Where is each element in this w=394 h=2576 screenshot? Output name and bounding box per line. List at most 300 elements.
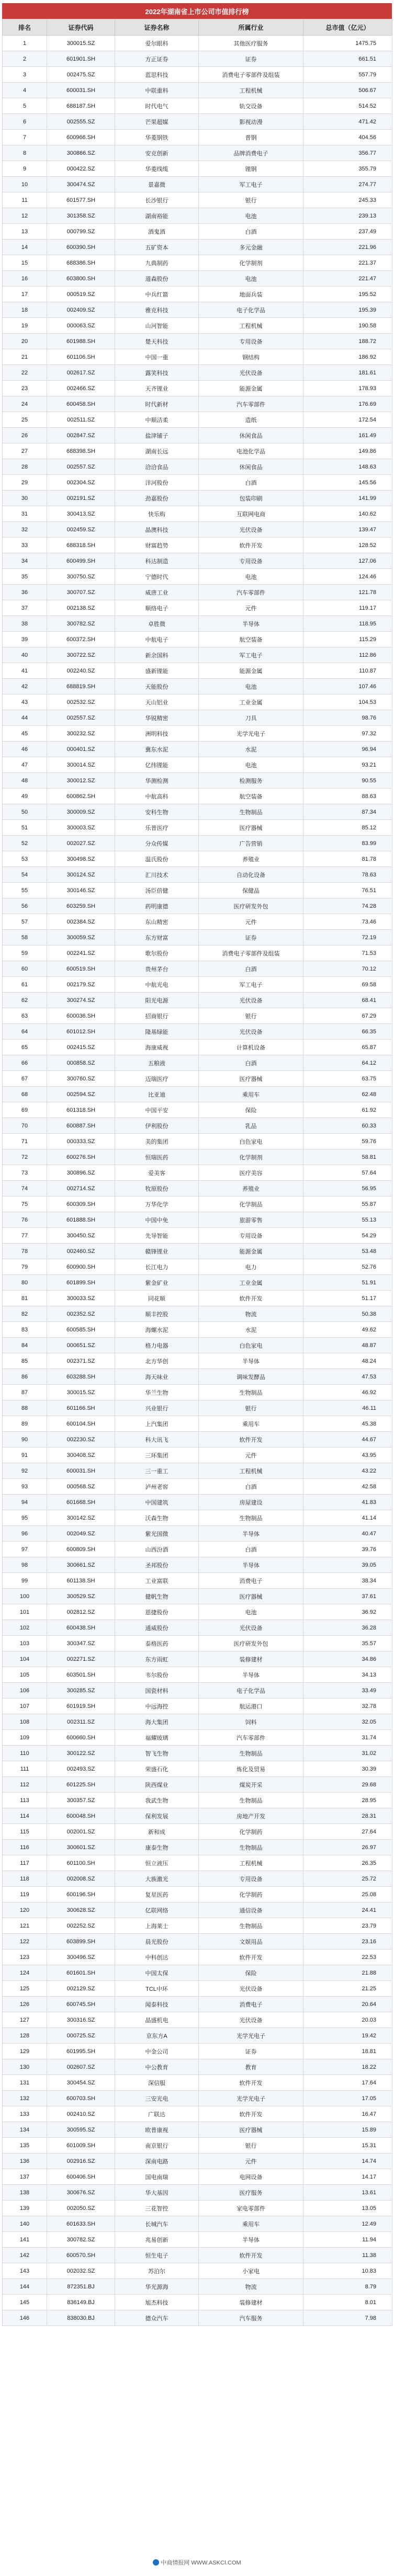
cell-code: 002240.SZ — [47, 663, 115, 679]
cell-code: 300707.SZ — [47, 585, 115, 600]
table-row — [3, 365, 392, 381]
cell-market-cap: 56.95 — [303, 1181, 392, 1196]
cell-rank: 58 — [3, 930, 47, 945]
cell-market-cap: 67.29 — [303, 1008, 392, 1024]
table-row — [3, 1714, 392, 1730]
cell-name: 大族激光 — [115, 1871, 199, 1887]
cell-rank: 81 — [3, 1291, 47, 1306]
cell-rank: 28 — [3, 459, 47, 475]
cell-industry: 工程机械 — [199, 318, 303, 334]
cell-market-cap: 85.12 — [303, 820, 392, 836]
cell-market-cap: 54.29 — [303, 1228, 392, 1244]
cell-rank: 114 — [3, 1808, 47, 1824]
cell-rank: 120 — [3, 1902, 47, 1918]
cell-market-cap: 64.12 — [303, 1055, 392, 1071]
cell-code: 836149.BJ — [47, 2295, 115, 2310]
cell-name: 德众汽车 — [115, 2310, 199, 2326]
table-row — [3, 993, 392, 1008]
table-row — [3, 1228, 392, 1244]
cell-market-cap: 70.12 — [303, 961, 392, 977]
cell-industry: 专用设备 — [199, 553, 303, 569]
cell-industry: 白酒 — [199, 1542, 303, 1557]
table-row — [3, 443, 392, 459]
cell-name: 湖南裕能 — [115, 208, 199, 224]
cell-code: 600660.SH — [47, 1730, 115, 1746]
cell-industry: 医疗器械 — [199, 1071, 303, 1087]
cell-rank: 23 — [3, 381, 47, 396]
cell-name: 中国建筑 — [115, 1495, 199, 1510]
cell-market-cap: 506.67 — [303, 83, 392, 98]
cell-market-cap: 40.47 — [303, 1526, 392, 1542]
cell-code: 300316.SZ — [47, 2012, 115, 2028]
cell-code: 600438.SH — [47, 1620, 115, 1636]
cell-industry: 半导体 — [199, 1557, 303, 1573]
cell-market-cap: 87.34 — [303, 804, 392, 820]
table-row — [3, 663, 392, 679]
cell-rank: 32 — [3, 522, 47, 538]
cell-name: 万华化学 — [115, 1196, 199, 1212]
cell-code: 300408.SZ — [47, 1447, 115, 1463]
cell-code: 002617.SZ — [47, 365, 115, 381]
cell-market-cap: 32.05 — [303, 1714, 392, 1730]
cell-rank: 60 — [3, 961, 47, 977]
cell-industry: 专用设备 — [199, 1228, 303, 1244]
cell-code: 600031.SH — [47, 83, 115, 98]
cell-rank: 108 — [3, 1714, 47, 1730]
table-row — [3, 459, 392, 475]
cell-rank: 133 — [3, 2106, 47, 2122]
cell-market-cap: 121.78 — [303, 585, 392, 600]
cell-name: 新和成 — [115, 1824, 199, 1840]
cell-rank: 11 — [3, 192, 47, 208]
table-row — [3, 1997, 392, 2012]
cell-name: 保利发展 — [115, 1808, 199, 1824]
cell-market-cap: 16.47 — [303, 2106, 392, 2122]
table-row — [3, 585, 392, 600]
cell-market-cap: 32.78 — [303, 1699, 392, 1714]
cell-code: 600372.SH — [47, 632, 115, 647]
table-row — [3, 506, 392, 522]
cell-market-cap: 21.88 — [303, 1965, 392, 1981]
cell-market-cap: 83.99 — [303, 836, 392, 851]
table-row — [3, 1761, 392, 1777]
table-row — [3, 961, 392, 977]
cell-name: 新余国科 — [115, 647, 199, 663]
cell-name: 湖南长远 — [115, 443, 199, 459]
cell-code: 688386.SH — [47, 255, 115, 271]
cell-rank: 4 — [3, 83, 47, 98]
cell-market-cap: 104.53 — [303, 694, 392, 710]
table-row — [3, 381, 392, 396]
cell-rank: 121 — [3, 1918, 47, 1934]
cell-rank: 84 — [3, 1338, 47, 1353]
cell-industry: 元件 — [199, 600, 303, 616]
cell-industry: 电池 — [199, 1604, 303, 1620]
cell-market-cap: 37.61 — [303, 1589, 392, 1604]
table-row — [3, 1699, 392, 1714]
table-row — [3, 632, 392, 647]
cell-rank: 85 — [3, 1353, 47, 1369]
cell-code: 300782.SZ — [47, 2232, 115, 2248]
table-row — [3, 412, 392, 428]
cell-name: 南京银行 — [115, 2138, 199, 2153]
cell-rank: 35 — [3, 569, 47, 585]
cell-rank: 44 — [3, 710, 47, 726]
cell-market-cap: 41.83 — [303, 1495, 392, 1510]
table-row — [3, 287, 392, 302]
cell-market-cap: 60.33 — [303, 1118, 392, 1134]
cell-name: 北方华创 — [115, 1353, 199, 1369]
cell-industry: 休闲食品 — [199, 459, 303, 475]
cell-name: 歌尔股份 — [115, 945, 199, 961]
cell-rank: 55 — [3, 883, 47, 898]
cell-rank: 78 — [3, 1244, 47, 1259]
cell-industry: 银行 — [199, 192, 303, 208]
table-row — [3, 616, 392, 632]
cell-rank: 144 — [3, 2279, 47, 2295]
cell-code: 601318.SH — [47, 1102, 115, 1118]
table-row — [3, 1871, 392, 1887]
cell-rank: 14 — [3, 240, 47, 255]
table-row — [3, 898, 392, 914]
cell-rank: 6 — [3, 114, 47, 130]
table-body — [3, 36, 392, 2326]
cell-market-cap: 51.17 — [303, 1291, 392, 1306]
table-row — [3, 726, 392, 742]
cell-code: 601901.SH — [47, 51, 115, 67]
cell-market-cap: 43.22 — [303, 1463, 392, 1479]
cell-industry: 白酒 — [199, 475, 303, 491]
cell-name: 先导智能 — [115, 1228, 199, 1244]
cell-market-cap: 34.86 — [303, 1651, 392, 1667]
cell-name: 洲明科技 — [115, 726, 199, 742]
cell-market-cap: 404.56 — [303, 130, 392, 145]
table-row — [3, 491, 392, 506]
cell-code: 601166.SH — [47, 1400, 115, 1416]
cell-market-cap: 356.77 — [303, 145, 392, 161]
cell-code: 300357.SZ — [47, 1793, 115, 1808]
table-row — [3, 2012, 392, 2028]
cell-industry: 化学制品 — [199, 1196, 303, 1212]
cell-name: 汇川技术 — [115, 867, 199, 883]
cell-industry: 锂钢 — [199, 161, 303, 177]
cell-code: 300450.SZ — [47, 1228, 115, 1244]
cell-name: 中公教育 — [115, 2059, 199, 2075]
cell-code: 688398.SH — [47, 443, 115, 459]
cell-name: 深信服 — [115, 2075, 199, 2091]
cell-rank: 138 — [3, 2185, 47, 2201]
cell-name: 康泰生物 — [115, 1840, 199, 1855]
cell-code: 600585.SH — [47, 1322, 115, 1338]
cell-market-cap: 48.87 — [303, 1338, 392, 1353]
cell-name: 韦尔股份 — [115, 1667, 199, 1683]
cell-rank: 88 — [3, 1400, 47, 1416]
cell-market-cap: 29.68 — [303, 1777, 392, 1793]
cell-rank: 67 — [3, 1071, 47, 1087]
table-row — [3, 1008, 392, 1024]
table-row — [3, 1855, 392, 1871]
cell-rank: 113 — [3, 1793, 47, 1808]
cell-code: 002129.SZ — [47, 1981, 115, 1997]
cell-rank: 65 — [3, 1040, 47, 1055]
cell-code: 300142.SZ — [47, 1510, 115, 1526]
cell-market-cap: 128.52 — [303, 538, 392, 553]
table-row — [3, 428, 392, 443]
cell-rank: 71 — [3, 1134, 47, 1149]
cell-name: 闻泰科技 — [115, 1997, 199, 2012]
cell-code: 601899.SH — [47, 1275, 115, 1291]
cell-name: 华测检测 — [115, 773, 199, 789]
cell-name: 泸州老窖 — [115, 1479, 199, 1495]
cell-market-cap: 127.06 — [303, 553, 392, 569]
cell-code: 600703.SH — [47, 2091, 115, 2106]
table-row — [3, 1510, 392, 1526]
cell-rank: 20 — [3, 334, 47, 349]
cell-market-cap: 8.01 — [303, 2295, 392, 2310]
cell-code: 603259.SH — [47, 898, 115, 914]
cell-name: 冀东水泥 — [115, 742, 199, 757]
cell-industry: 电池 — [199, 569, 303, 585]
cell-market-cap: 53.48 — [303, 1244, 392, 1259]
footer-text: 中商情报网 WWW.ASKCI.COM — [161, 2560, 241, 2566]
cell-code: 300896.SZ — [47, 1165, 115, 1181]
cell-name: 伊利股份 — [115, 1118, 199, 1134]
table-row — [3, 1542, 392, 1557]
table-row — [3, 820, 392, 836]
cell-rank: 18 — [3, 302, 47, 318]
cell-code: 300661.SZ — [47, 1557, 115, 1573]
cell-rank: 90 — [3, 1432, 47, 1447]
cell-industry: 工程机械 — [199, 1463, 303, 1479]
cell-industry: 家电零部件 — [199, 2201, 303, 2216]
cell-industry: 电子化学品 — [199, 1683, 303, 1699]
column-header-name: 证券名称 — [115, 19, 199, 36]
table-row — [3, 114, 392, 130]
cell-market-cap: 25.08 — [303, 1887, 392, 1902]
cell-industry: 乳品 — [199, 1118, 303, 1134]
cell-market-cap: 36.92 — [303, 1604, 392, 1620]
cell-rank: 76 — [3, 1212, 47, 1228]
cell-market-cap: 34.13 — [303, 1667, 392, 1683]
table-row — [3, 1589, 392, 1604]
cell-code: 000651.SZ — [47, 1338, 115, 1353]
cell-market-cap: 31.74 — [303, 1730, 392, 1746]
cell-name: 时代新材 — [115, 396, 199, 412]
cell-code: 600458.SH — [47, 396, 115, 412]
cell-rank: 17 — [3, 287, 47, 302]
cell-name: 科达制造 — [115, 553, 199, 569]
cell-industry: 银行 — [199, 2138, 303, 2153]
cell-code: 000333.SZ — [47, 1134, 115, 1149]
cell-industry: 电池化学品 — [199, 443, 303, 459]
cell-code: 600519.SH — [47, 961, 115, 977]
table-row — [3, 1134, 392, 1149]
table-row — [3, 334, 392, 349]
cell-code: 300760.SZ — [47, 1071, 115, 1087]
table-row — [3, 1322, 392, 1338]
table-row — [3, 804, 392, 820]
table-row — [3, 208, 392, 224]
cell-name: 九典制药 — [115, 255, 199, 271]
cell-rank: 33 — [3, 538, 47, 553]
cell-name: TCL中环 — [115, 1981, 199, 1997]
cell-code: 300015.SZ — [47, 1385, 115, 1400]
cell-name: 恒立液压 — [115, 1855, 199, 1871]
cell-industry: 乘用车 — [199, 1087, 303, 1102]
table-row — [3, 1950, 392, 1965]
table-row — [3, 1024, 392, 1040]
cell-rank: 106 — [3, 1683, 47, 1699]
table-row — [3, 742, 392, 757]
cell-industry: 航空装备 — [199, 789, 303, 804]
cell-name: 芒果超媒 — [115, 114, 199, 130]
cell-name: 华锐精密 — [115, 710, 199, 726]
cell-code: 002607.SZ — [47, 2059, 115, 2075]
cell-name: 三环集团 — [115, 1447, 199, 1463]
cell-industry: 地面兵装 — [199, 287, 303, 302]
cell-industry: 旅游零售 — [199, 1212, 303, 1228]
cell-name: 中航高科 — [115, 789, 199, 804]
page-title: 2022年湖南省上市公司市值排行榜 — [2, 3, 392, 19]
cell-code: 601012.SH — [47, 1024, 115, 1040]
cell-market-cap: 27.64 — [303, 1824, 392, 1840]
cell-name: 兆易创新 — [115, 2232, 199, 2248]
cell-industry: 航运港口 — [199, 1699, 303, 1714]
cell-rank: 43 — [3, 694, 47, 710]
cell-market-cap: 15.31 — [303, 2138, 392, 2153]
cell-industry: 自动化设备 — [199, 867, 303, 883]
cell-rank: 50 — [3, 804, 47, 820]
cell-market-cap: 96.94 — [303, 742, 392, 757]
column-header-rank: 排名 — [3, 19, 47, 36]
cell-market-cap: 74.28 — [303, 898, 392, 914]
cell-code: 300285.SZ — [47, 1683, 115, 1699]
cell-industry: 元件 — [199, 914, 303, 930]
cell-industry: 光伏设备 — [199, 1620, 303, 1636]
cell-name: 兴业银行 — [115, 1400, 199, 1416]
cell-code: 601100.SH — [47, 1855, 115, 1871]
cell-name: 山河智能 — [115, 318, 199, 334]
cell-rank: 72 — [3, 1149, 47, 1165]
table-row — [3, 2185, 392, 2201]
cell-market-cap: 51.91 — [303, 1275, 392, 1291]
cell-code: 601988.SH — [47, 334, 115, 349]
cell-industry: 专用设备 — [199, 334, 303, 349]
cell-market-cap: 107.46 — [303, 679, 392, 694]
table-row — [3, 1181, 392, 1196]
cell-code: 601995.SH — [47, 2044, 115, 2059]
cell-name: 京东方A — [115, 2028, 199, 2044]
cell-industry: 白酒 — [199, 224, 303, 240]
cell-rank: 87 — [3, 1385, 47, 1400]
cell-industry: 乘用车 — [199, 1416, 303, 1432]
cell-industry: 军工电子 — [199, 647, 303, 663]
table-row — [3, 67, 392, 83]
cell-industry: 计算机设备 — [199, 1040, 303, 1055]
cell-industry: 能源金属 — [199, 1244, 303, 1259]
cell-code: 000422.SZ — [47, 161, 115, 177]
cell-industry: 电力 — [199, 1259, 303, 1275]
table-row — [3, 1746, 392, 1761]
cell-name: 财富趋势 — [115, 538, 199, 553]
cell-rank: 95 — [3, 1510, 47, 1526]
cell-market-cap: 18.81 — [303, 2044, 392, 2059]
cell-name: 赣锋锂业 — [115, 1244, 199, 1259]
cell-code: 002460.SZ — [47, 1244, 115, 1259]
cell-industry: 医疗器械 — [199, 2122, 303, 2138]
table-row — [3, 1918, 392, 1934]
cell-name: 东方雨虹 — [115, 1651, 199, 1667]
cell-market-cap: 557.79 — [303, 67, 392, 83]
cell-rank: 127 — [3, 2012, 47, 2028]
cell-code: 002594.SZ — [47, 1087, 115, 1102]
cell-rank: 110 — [3, 1746, 47, 1761]
cell-market-cap: 65.87 — [303, 1040, 392, 1055]
cell-code: 300274.SZ — [47, 993, 115, 1008]
cell-rank: 46 — [3, 742, 47, 757]
cell-rank: 37 — [3, 600, 47, 616]
cell-industry: 专用设备 — [199, 1871, 303, 1887]
cell-name: 晶盛机电 — [115, 2012, 199, 2028]
cell-name: 晶澳科技 — [115, 522, 199, 538]
cell-industry: 医疗服务 — [199, 2185, 303, 2201]
cell-market-cap: 68.41 — [303, 993, 392, 1008]
table-row — [3, 2122, 392, 2138]
cell-name: 快乐购 — [115, 506, 199, 522]
cell-rank: 36 — [3, 585, 47, 600]
cell-code: 300866.SZ — [47, 145, 115, 161]
cell-name: 酒鬼酒 — [115, 224, 199, 240]
cell-code: 002027.SZ — [47, 836, 115, 851]
cell-name: 盐津铺子 — [115, 428, 199, 443]
cell-rank: 73 — [3, 1165, 47, 1181]
cell-name: 雅克科技 — [115, 302, 199, 318]
cell-name: 同花顺 — [115, 1291, 199, 1306]
cell-code: 600862.SH — [47, 789, 115, 804]
table-row — [3, 2044, 392, 2059]
cell-code: 603899.SH — [47, 1934, 115, 1950]
cell-market-cap: 20.03 — [303, 2012, 392, 2028]
cell-rank: 49 — [3, 789, 47, 804]
cell-market-cap: 21.25 — [303, 1981, 392, 1997]
cell-rank: 29 — [3, 475, 47, 491]
cell-rank: 15 — [3, 255, 47, 271]
table-row — [3, 36, 392, 51]
cell-code: 601009.SH — [47, 2138, 115, 2153]
cell-industry: 光伏设备 — [199, 522, 303, 538]
cell-rank: 48 — [3, 773, 47, 789]
cell-name: 三一重工 — [115, 1463, 199, 1479]
cell-name: 中国太保 — [115, 1965, 199, 1981]
cell-code: 600309.SH — [47, 1196, 115, 1212]
cell-code: 300498.SZ — [47, 851, 115, 867]
cell-rank: 104 — [3, 1651, 47, 1667]
table-row — [3, 1212, 392, 1228]
table-row — [3, 240, 392, 255]
cell-market-cap: 24.41 — [303, 1902, 392, 1918]
cell-rank: 105 — [3, 1667, 47, 1683]
table-row — [3, 1040, 392, 1055]
cell-rank: 143 — [3, 2263, 47, 2279]
cell-market-cap: 62.48 — [303, 1087, 392, 1102]
cell-market-cap: 178.93 — [303, 381, 392, 396]
table-row — [3, 1730, 392, 1746]
cell-name: 五矿资本 — [115, 240, 199, 255]
cell-rank: 54 — [3, 867, 47, 883]
cell-rank: 12 — [3, 208, 47, 224]
table-row — [3, 130, 392, 145]
cell-market-cap: 73.46 — [303, 914, 392, 930]
